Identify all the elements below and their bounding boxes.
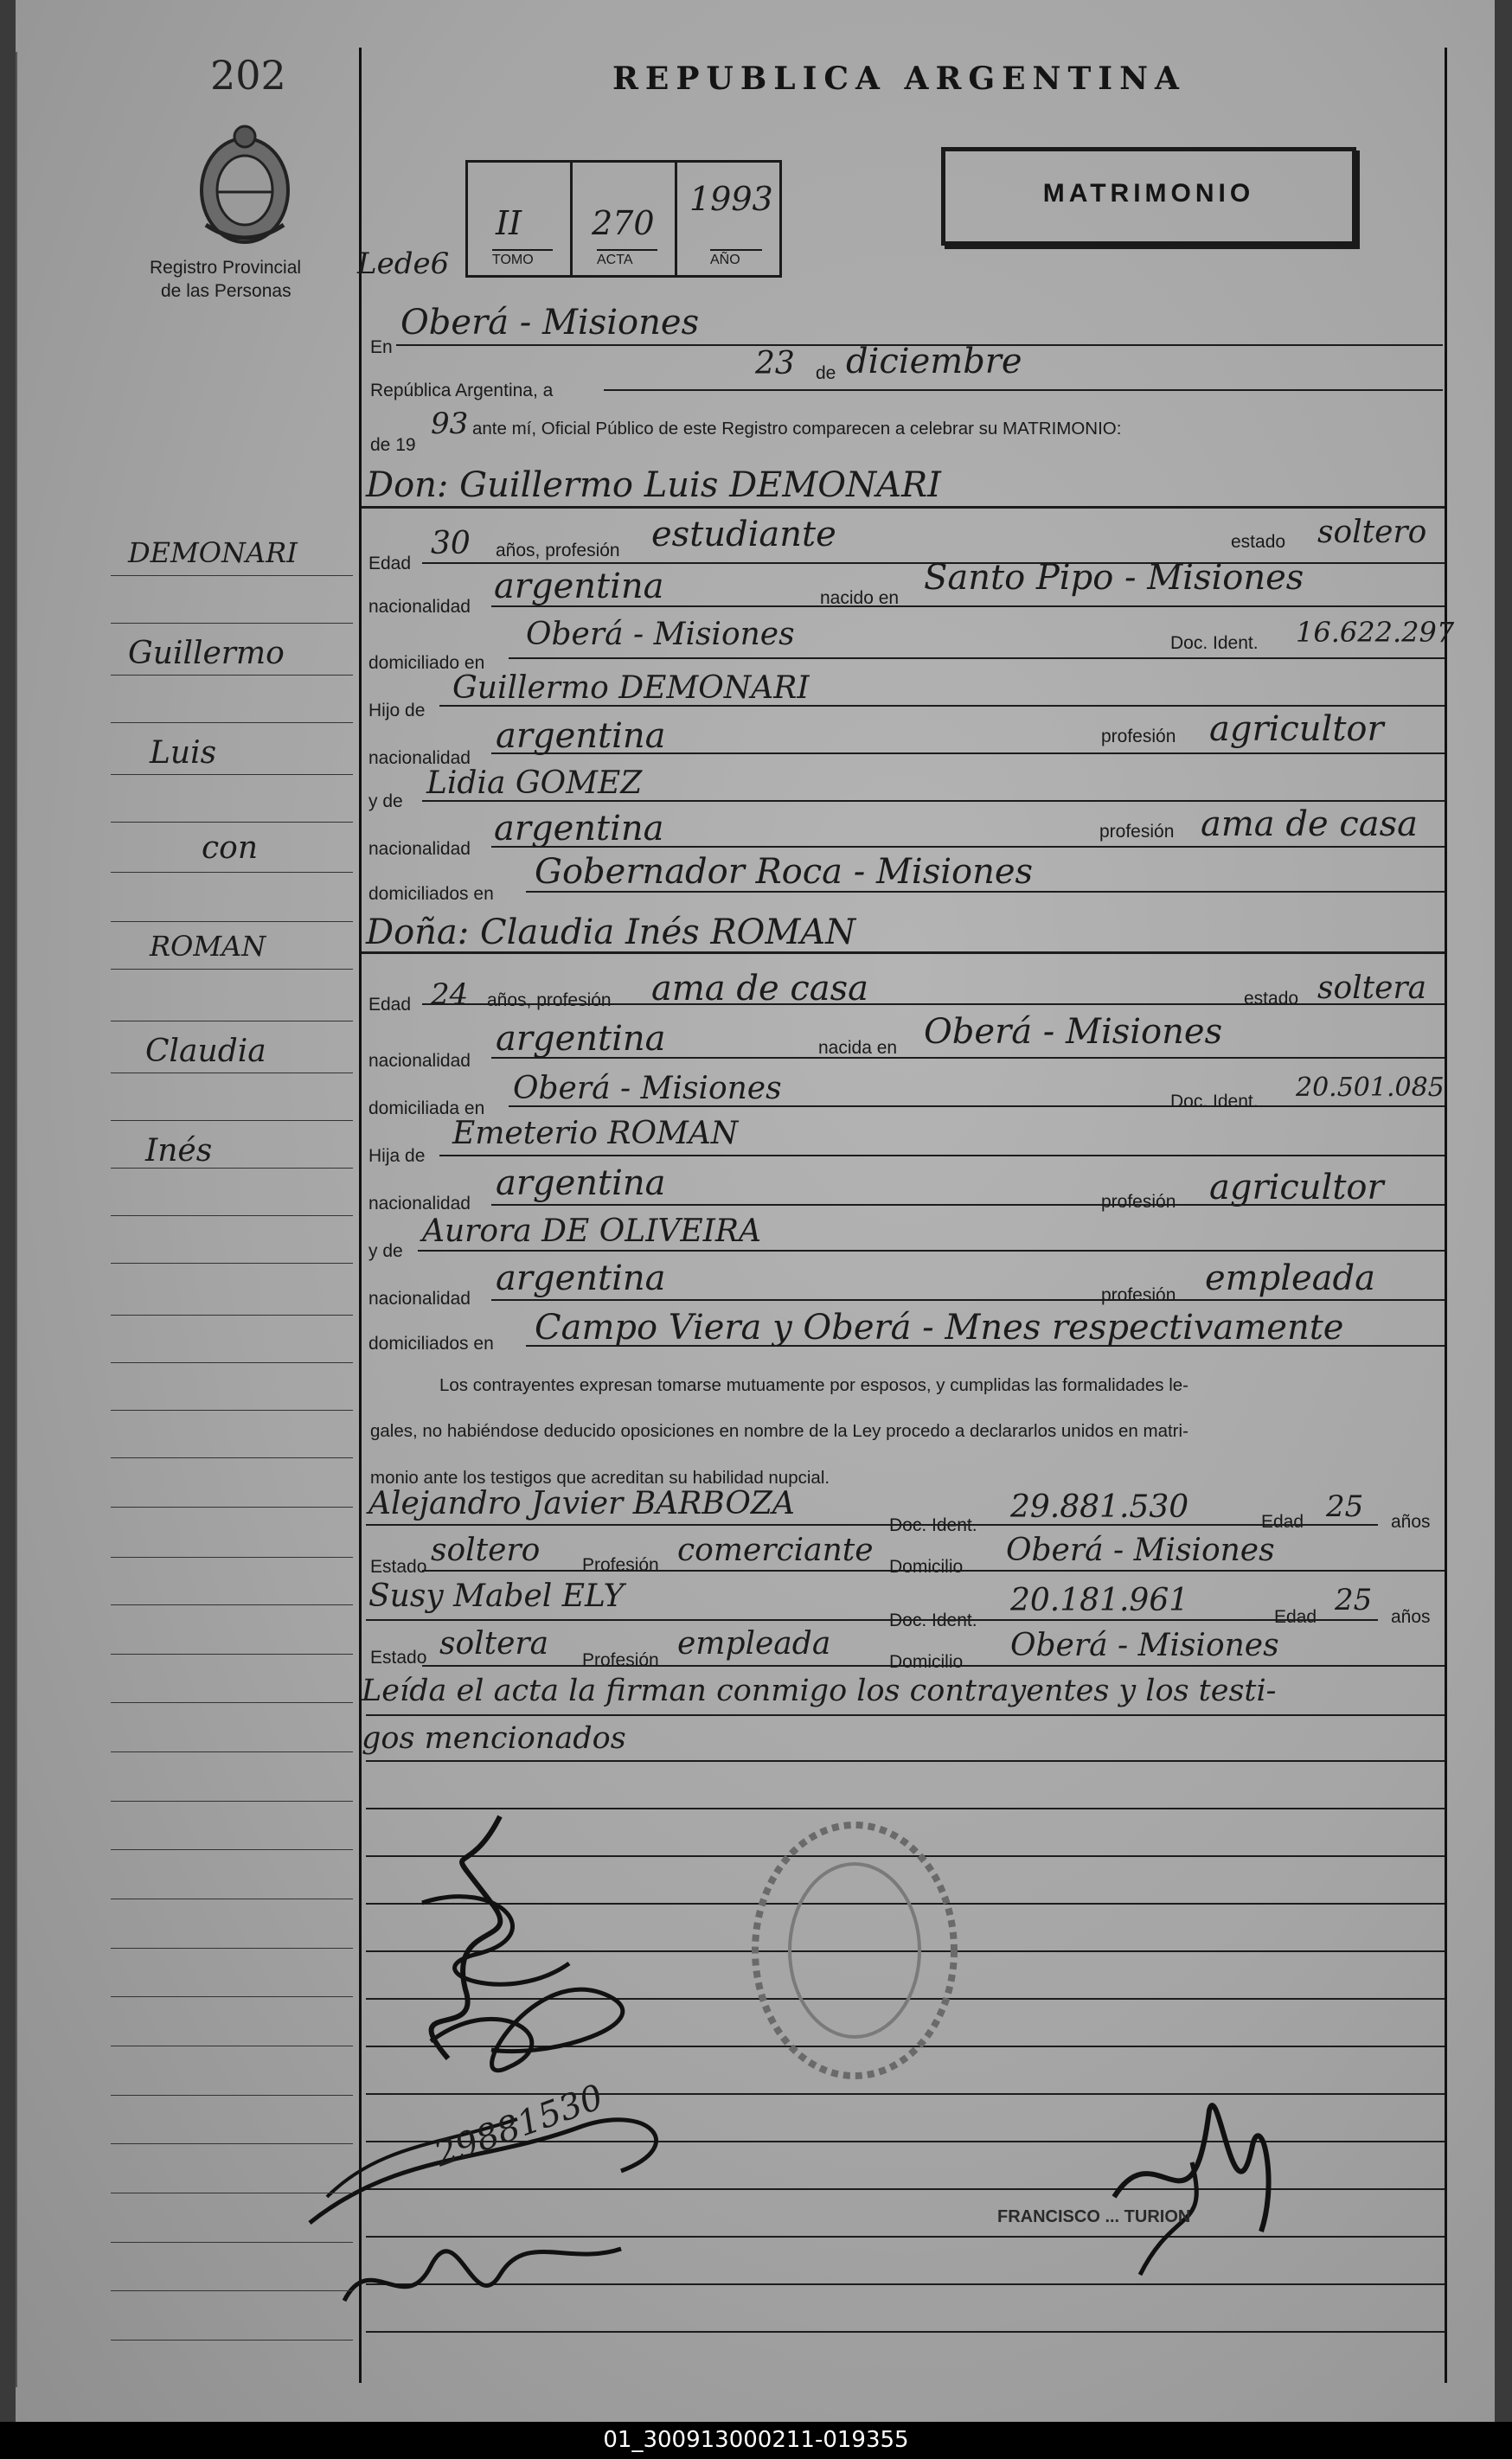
witness2-doc: 20.181.961 bbox=[1010, 1583, 1189, 1618]
bride-profesion-label: años, profesión bbox=[487, 990, 612, 1010]
groom-dom-label: domiciliado en bbox=[368, 653, 485, 673]
witness2-prof-label: Profesión bbox=[582, 1650, 659, 1670]
groom-edad-label: Edad bbox=[368, 554, 412, 573]
bride-estado: soltera bbox=[1317, 970, 1427, 1006]
bride-profession: ama de casa bbox=[651, 969, 868, 1009]
bride-name bbox=[366, 913, 855, 952]
acta-label: ACTA bbox=[597, 249, 657, 268]
margin-name-0: DEMONARI bbox=[128, 536, 298, 569]
groom-nacido-label: nacido en bbox=[820, 588, 900, 608]
anio-value: 1993 bbox=[689, 180, 773, 218]
groom-mother-profession: ama de casa bbox=[1201, 804, 1418, 844]
certificate-page bbox=[16, 0, 1495, 2422]
groom-yde-label: y de bbox=[368, 791, 403, 811]
bride-nat-label: nacionalidad bbox=[368, 1051, 471, 1071]
witness2-domicile: Oberá - Misiones bbox=[1010, 1628, 1279, 1663]
groom-age: 30 bbox=[431, 526, 471, 561]
witness1-domicile: Oberá - Misiones bbox=[1006, 1533, 1275, 1568]
margin-name-5: Claudia bbox=[145, 1034, 266, 1069]
republica-label: República Argentina, a bbox=[370, 381, 554, 400]
bride-estado-label: estado bbox=[1244, 989, 1299, 1009]
groom-mother-nationality: argentina bbox=[494, 809, 664, 848]
month: diciembre bbox=[846, 342, 1022, 381]
witness1-estado-label: Estado bbox=[370, 1557, 427, 1577]
bride-age: 24 bbox=[431, 977, 469, 1012]
margin-name-4: ROMAN bbox=[150, 930, 266, 963]
witness1-profession: comerciante bbox=[677, 1533, 874, 1568]
groom-father-nationality: argentina bbox=[496, 716, 666, 756]
official-signature-drawing bbox=[1088, 2059, 1296, 2301]
right-margin-rule bbox=[1445, 48, 1447, 2383]
witness1-doc: 29.881.530 bbox=[1010, 1489, 1189, 1525]
witness1-age: 25 bbox=[1326, 1489, 1364, 1524]
margin-name-3: con bbox=[202, 830, 259, 866]
groom-profession: estudiante bbox=[651, 515, 836, 554]
year-prefix: de 19 bbox=[370, 435, 416, 455]
bride-hija-label: Hija de bbox=[368, 1146, 426, 1166]
tomo-label: TOMO bbox=[492, 249, 553, 268]
witness2-edad-label: Edad bbox=[1274, 1607, 1317, 1627]
groom-name bbox=[366, 465, 941, 505]
bride-parents-dom-label: domiciliados en bbox=[368, 1334, 494, 1354]
groom-parents-domicile: Gobernador Roca - Misiones bbox=[535, 852, 1034, 892]
witness1-doc-label: Doc. Ident. bbox=[889, 1515, 977, 1535]
groom-mother: Lidia GOMEZ bbox=[426, 765, 643, 801]
official-stamp-text: FRANCISCO ... TURION bbox=[997, 2207, 1191, 2226]
coat-of-arms-icon bbox=[189, 121, 301, 251]
page-number: 202 bbox=[210, 52, 286, 99]
record-number-box bbox=[465, 160, 782, 278]
groom-nat-label: nacionalidad bbox=[368, 597, 471, 617]
acta-value: 270 bbox=[592, 204, 655, 242]
groom-father-prof-label: profesión bbox=[1101, 727, 1176, 746]
bride-parents-domicile: Campo Viera y Oberá - Mnes respectivamente bbox=[535, 1308, 1344, 1348]
groom-full-name: Guillermo Luis DEMONARI bbox=[459, 465, 941, 505]
groom-father-profession: agricultor bbox=[1209, 709, 1384, 749]
witness2-profession: empleada bbox=[677, 1626, 831, 1662]
margin-name-1: Guillermo bbox=[128, 636, 285, 671]
bride-birthplace: Oberá - Misiones bbox=[924, 1012, 1223, 1052]
en-label: En bbox=[370, 337, 393, 357]
groom-doc: 16.622.297 bbox=[1296, 616, 1455, 649]
groom-domicile: Oberá - Misiones bbox=[526, 617, 795, 652]
dona-label: Doña: bbox=[366, 913, 470, 952]
witness1-edad-label: Edad bbox=[1261, 1512, 1304, 1532]
bride-yde-label: y de bbox=[368, 1241, 403, 1261]
bride-nationality: argentina bbox=[496, 1019, 666, 1059]
margin-note: Lede6 bbox=[357, 247, 450, 281]
bride-domicile: Oberá - Misiones bbox=[513, 1071, 782, 1106]
bride-father-nationality: argentina bbox=[496, 1163, 666, 1203]
groom-profesion-label: años, profesión bbox=[496, 541, 620, 560]
page-edge-rule bbox=[16, 52, 17, 2387]
witness1-estado: soltero bbox=[431, 1533, 541, 1568]
place: Oberá - Misiones bbox=[400, 303, 700, 343]
bride-father-profession: agricultor bbox=[1209, 1168, 1384, 1207]
bride-mother-profession: empleada bbox=[1205, 1258, 1375, 1298]
witness2-dom-label: Domicilio bbox=[889, 1652, 964, 1672]
bride-doc: 20.501.085 bbox=[1296, 1073, 1445, 1103]
margin-name-2: Luis bbox=[150, 735, 217, 771]
groom-mother-prof-label: profesión bbox=[1099, 822, 1175, 842]
de-label: de bbox=[816, 363, 836, 383]
closing-line2: gos mencionados bbox=[362, 1721, 626, 1756]
witness2-estado: soltera bbox=[439, 1626, 549, 1662]
republic-title: REPUBLICA ARGENTINA bbox=[612, 61, 1186, 97]
bride-edad-label: Edad bbox=[368, 995, 412, 1015]
registry-name-line2: de las Personas bbox=[161, 281, 292, 301]
intro-statement: ante mí, Oficial Público de este Registro comparecen a celebrar su MATRIMONIO: bbox=[472, 419, 1122, 439]
witness2-name: Susy Mabel ELY bbox=[368, 1578, 625, 1614]
doc-type-label: MATRIMONIO bbox=[1042, 179, 1255, 208]
bride-nacida-label: nacida en bbox=[818, 1038, 898, 1058]
bride-mother-prof-label: profesión bbox=[1101, 1285, 1176, 1305]
groom-parents-dom-label: domiciliados en bbox=[368, 884, 494, 904]
anio-label: AÑO bbox=[710, 249, 762, 268]
bride-father-nat-label: nacionalidad bbox=[368, 1194, 471, 1213]
declaration-line1: Los contrayentes expresan tomarse mutuamente por esposos, y cumplidas las formalidades le- bbox=[439, 1375, 1188, 1395]
registry-name-line1: Registro Provincial bbox=[150, 258, 302, 278]
year-suffix: 93 bbox=[431, 407, 469, 441]
witness2-anios-label: años bbox=[1391, 1607, 1431, 1627]
signatures-drawing bbox=[292, 1782, 777, 2335]
margin-name-6: Inés bbox=[145, 1133, 213, 1169]
witness1-anios-label: años bbox=[1391, 1512, 1431, 1532]
bride-mother-nationality: argentina bbox=[496, 1258, 666, 1298]
groom-doc-label: Doc. Ident. bbox=[1170, 633, 1259, 653]
declaration-line2: gales, no habiéndose deducido oposiciones en nombre de la Ley procedo a declararlos unidos en matri- bbox=[370, 1421, 1188, 1441]
groom-estado-label: estado bbox=[1231, 532, 1286, 552]
witness2-estado-label: Estado bbox=[370, 1648, 427, 1668]
groom-estado: soltero bbox=[1317, 515, 1427, 550]
bride-mother: Aurora DE OLIVEIRA bbox=[422, 1213, 762, 1249]
groom-father-nat-label: nacionalidad bbox=[368, 748, 471, 768]
groom-mother-nat-label: nacionalidad bbox=[368, 839, 471, 859]
witness2-age: 25 bbox=[1335, 1583, 1373, 1617]
witness2-doc-label: Doc. Ident. bbox=[889, 1611, 977, 1630]
day: 23 bbox=[755, 346, 795, 381]
witness-signature-number: 29881530 bbox=[429, 2077, 609, 2175]
groom-birthplace: Santo Pipo - Misiones bbox=[924, 558, 1304, 598]
closing-line1: Leída el acta la firman conmigo los contrayentes y los testi- bbox=[362, 1674, 1277, 1708]
scan-id-footer: 01_300913000211-019355 bbox=[0, 2422, 1512, 2459]
groom-nationality: argentina bbox=[494, 567, 664, 606]
groom-hijo-label: Hijo de bbox=[368, 701, 426, 720]
bride-mother-nat-label: nacionalidad bbox=[368, 1289, 471, 1309]
tomo-value: II bbox=[496, 204, 522, 242]
witness1-name: Alejandro Javier BARBOZA bbox=[368, 1486, 795, 1521]
doc-type-box bbox=[941, 147, 1356, 246]
declaration-line3: monio ante los testigos que acreditan su habilidad nupcial. bbox=[370, 1468, 830, 1488]
bride-full-name: Claudia Inés ROMAN bbox=[479, 913, 856, 952]
witness1-prof-label: Profesión bbox=[582, 1555, 659, 1575]
don-label: Don: bbox=[366, 465, 449, 505]
bride-doc-label: Doc. Ident. bbox=[1170, 1092, 1259, 1111]
bride-father-prof-label: profesión bbox=[1101, 1192, 1176, 1212]
witness1-dom-label: Domicilio bbox=[889, 1557, 964, 1577]
bride-dom-label: domiciliada en bbox=[368, 1098, 485, 1118]
bride-father: Emeterio ROMAN bbox=[452, 1116, 739, 1151]
groom-father: Guillermo DEMONARI bbox=[452, 670, 810, 706]
